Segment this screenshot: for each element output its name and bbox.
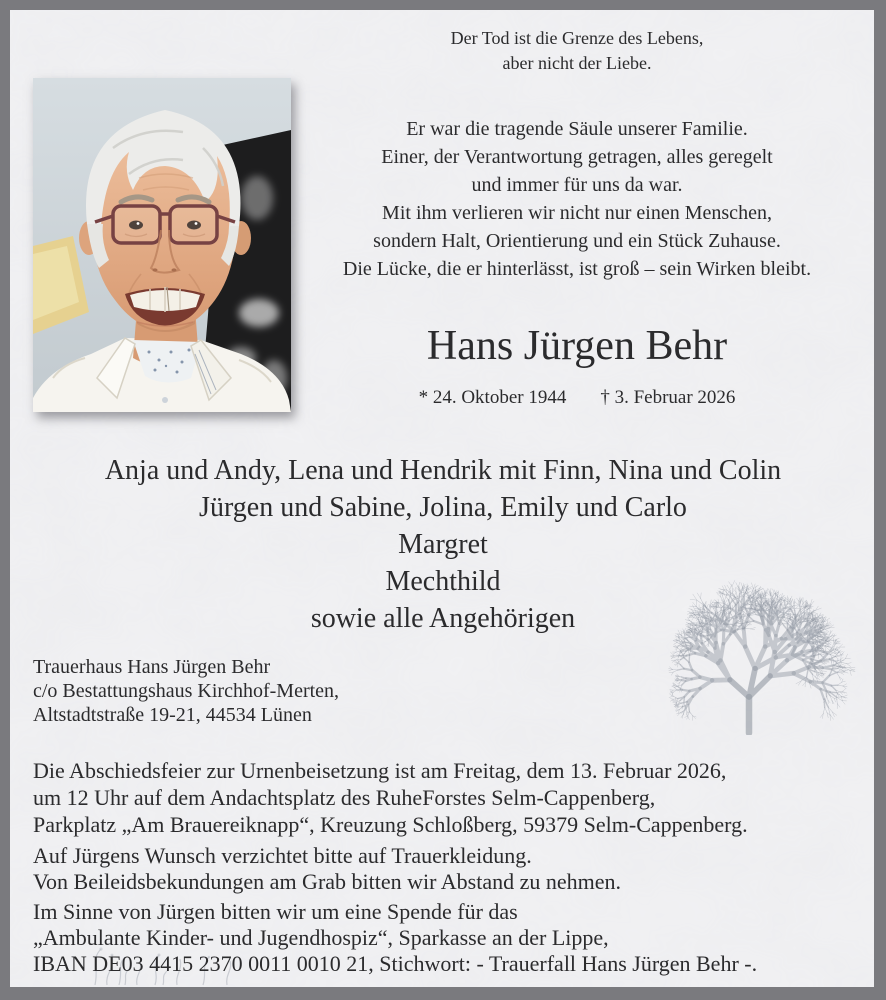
death-date: † 3. Februar 2026 (600, 387, 736, 408)
birth-date: * 24. Oktober 1944 (418, 387, 567, 408)
quote-line: Der Tod ist die Grenze des Lebens, (450, 28, 704, 48)
mourners-line: Jürgen und Sabine, Jolina, Emily und Carlo (199, 492, 687, 523)
tribute-line: Einer, der Verantwortung getragen, alles geregelt (381, 146, 773, 168)
ceremony-line: Die Abschiedsfeier zur Urnenbeisetzung ist am Freitag, dem 13. Februar 2026, (33, 758, 727, 783)
life-dates (293, 387, 861, 409)
portrait-illustration (33, 78, 291, 412)
donation-line: Im Sinne von Jürgen bitten wir um eine Spende für das (33, 899, 518, 924)
mourning-wishes (33, 843, 621, 895)
tribute-line: und immer für uns da war. (471, 174, 683, 196)
quote-line: aber nicht der Liebe. (502, 53, 652, 73)
tribute-line: Er war die tragende Säule unserer Familie. (406, 118, 748, 140)
wishes-line: Auf Jürgens Wunsch verzichtet bitte auf Trauerkleidung. (33, 843, 532, 868)
wishes-line: Von Beileidsbekundungen am Grab bitten wir Abstand zu nehmen. (33, 869, 621, 894)
tribute-line: Die Lücke, die er hinterlässt, ist groß – sein Wirken bleibt. (342, 258, 812, 280)
opening-quote (293, 26, 861, 76)
ceremony-line: um 12 Uhr auf dem Andachtsplatz des RuheForstes Selm-Cappenberg, (33, 785, 656, 810)
ceremony-info (33, 757, 748, 838)
mourners-line: Anja und Andy, Lena und Hendrik mit Finn, Nina und Colin (104, 455, 782, 486)
mourners-line: Margret (398, 529, 488, 560)
tribute-line: Mit ihm verlieren wir nicht nur einen Menschen, (382, 202, 772, 224)
ceremony-line: Parkplatz „Am Brauereiknapp“, Kreuzung Schloßberg, 59379 Selm-Cappenberg. (33, 812, 748, 837)
mourners-line: sowie alle Angehörigen (310, 603, 576, 634)
mourners-list (11, 452, 875, 637)
address-line: c/o Bestattungshaus Kirchhof-Merten, (33, 680, 340, 702)
donation-line: „Ambulante Kinder- und Jugendhospiz“, Sparkasse an der Lippe, (33, 925, 609, 950)
deceased-name: Hans Jürgen Behr (426, 323, 728, 369)
portrait-photo (33, 78, 291, 412)
funeral-home-address (33, 655, 339, 727)
tribute-line: sondern Halt, Orientierung und ein Stück Zuhause. (373, 230, 781, 252)
address-line: Trauerhaus Hans Jürgen Behr (33, 656, 271, 678)
address-line: Altstadtstraße 19-21, 44534 Lünen (33, 704, 312, 726)
mourners-line: Mechthild (385, 566, 501, 597)
tribute-text (293, 115, 861, 283)
donation-info (33, 899, 757, 977)
donation-line: IBAN DE03 4415 2370 0011 0010 21, Stichwort: - Trauerfall Hans Jürgen Behr -. (33, 951, 758, 976)
